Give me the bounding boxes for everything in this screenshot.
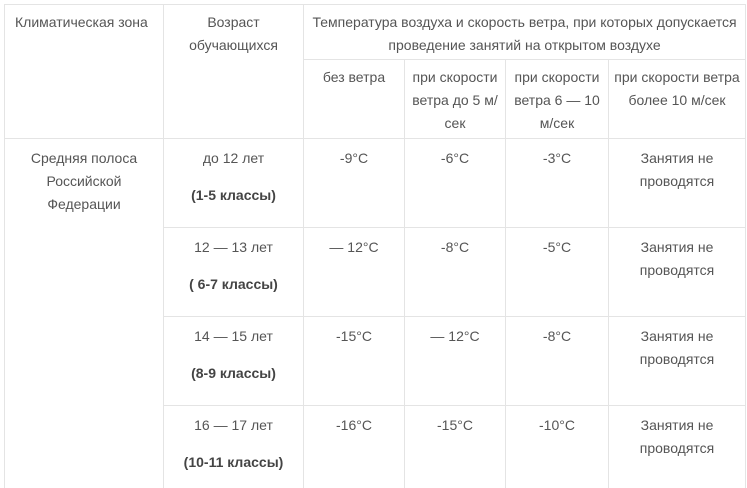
value-cell: Занятия не проводятся bbox=[609, 139, 746, 228]
value-cell: -9°С bbox=[304, 139, 405, 228]
value-cell: -5°С bbox=[506, 228, 609, 317]
age-label: 12 — 13 лет bbox=[194, 239, 273, 255]
age-label: 16 — 17 лет bbox=[194, 417, 273, 433]
value-cell: Занятия не проводятся bbox=[609, 406, 746, 488]
value-cell: -6°С bbox=[405, 139, 506, 228]
header-col-wind-6-10: при скорости ветра 6 — 10 м/сек bbox=[506, 60, 609, 139]
header-zone: Климатическая зона bbox=[5, 5, 164, 139]
age-cell bbox=[164, 406, 304, 488]
temperature-table bbox=[4, 4, 746, 488]
header-temp-group: Температура воздуха и скорость ветра, при которых допускается проведение занятий на открытом воздухе bbox=[304, 5, 746, 60]
zone-cell: Средняя полоса Российской Федерации bbox=[5, 139, 164, 488]
age-label: до 12 лет bbox=[202, 150, 265, 166]
grade-label: (10-11 классы) bbox=[183, 454, 284, 470]
value-cell: -3°С bbox=[506, 139, 609, 228]
age-label: 14 — 15 лет bbox=[194, 328, 273, 344]
value-cell: — 12°С bbox=[304, 228, 405, 317]
value-cell: -10°С bbox=[506, 406, 609, 488]
value-cell: Занятия не проводятся bbox=[609, 228, 746, 317]
header-row bbox=[5, 5, 746, 60]
age-cell bbox=[164, 317, 304, 406]
value-cell: -16°С bbox=[304, 406, 405, 488]
table-row bbox=[5, 139, 746, 228]
header-col-no-wind: без ветра bbox=[304, 60, 405, 139]
value-cell: -8°С bbox=[506, 317, 609, 406]
value-cell: -15°С bbox=[304, 317, 405, 406]
grade-label: ( 6-7 классы) bbox=[189, 276, 278, 292]
age-cell bbox=[164, 228, 304, 317]
age-cell bbox=[164, 139, 304, 228]
header-age: Возраст обучающихся bbox=[164, 5, 304, 139]
value-cell: -15°С bbox=[405, 406, 506, 488]
value-cell: -8°С bbox=[405, 228, 506, 317]
header-col-wind-10plus: при скорости ветра более 10 м/сек bbox=[609, 60, 746, 139]
value-cell: Занятия не проводятся bbox=[609, 317, 746, 406]
value-cell: — 12°С bbox=[405, 317, 506, 406]
header-col-wind-5: при скорости ветра до 5 м/сек bbox=[405, 60, 506, 139]
grade-label: (8-9 классы) bbox=[191, 365, 276, 381]
grade-label: (1-5 классы) bbox=[191, 187, 276, 203]
